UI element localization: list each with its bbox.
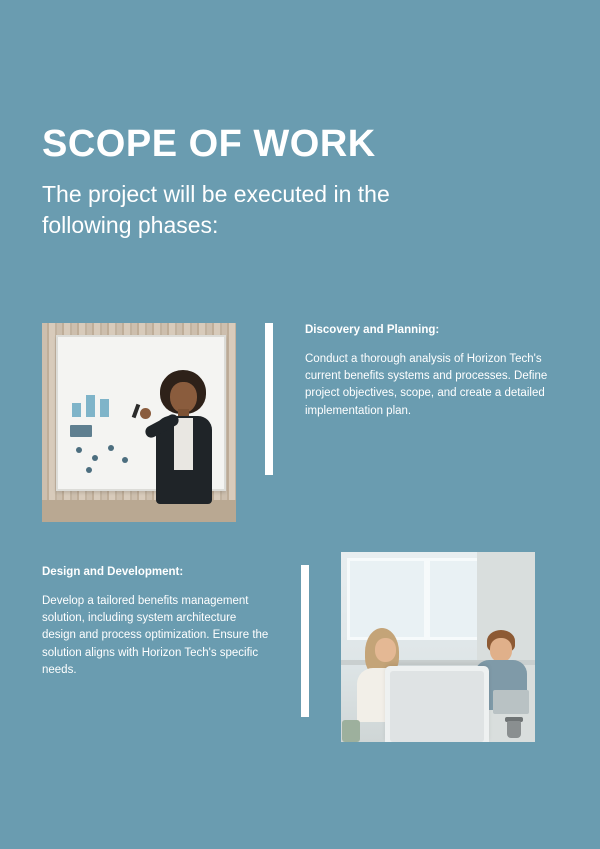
phase-1-heading: Discovery and Planning:: [305, 324, 440, 336]
whiteboard-presentation-image: [42, 323, 236, 522]
phase-2-body: Develop a tailored benefits management solution, including system architecture design and process optimization. Ensure the solution aligns with Horizon Tech's specific needs.: [42, 594, 269, 676]
office-collaboration-image: [341, 552, 535, 742]
sticky-note: [70, 425, 92, 437]
accent-rule: [265, 323, 273, 475]
shirt-shape: [174, 418, 193, 470]
hand-shape: [140, 408, 151, 419]
magnet-dot: [76, 447, 82, 453]
phase-2-text: [42, 552, 270, 679]
bar-chart-drawing: [72, 391, 112, 417]
page-title: SCOPE OF WORK: [42, 123, 376, 165]
accent-rule: [301, 565, 309, 717]
face-shape: [375, 638, 396, 662]
coffee-cup-shape: [507, 721, 521, 738]
magnet-dot: [108, 445, 114, 451]
face-shape: [490, 638, 512, 662]
magnet-dot: [122, 457, 128, 463]
page-header: [42, 125, 542, 241]
laptop-shape: [493, 690, 529, 714]
magnet-dot: [92, 455, 98, 461]
monitor-shape: [385, 666, 489, 742]
presenter-figure: [138, 364, 228, 504]
phase-1-text: [305, 323, 557, 420]
magnet-dot: [86, 467, 92, 473]
phase-1-body: Conduct a thorough analysis of Horizon Tech's current benefits systems and processes. Define project objectives, scope, and create a detailed implementation plan.: [305, 352, 548, 417]
phase-block-design-and-development: [42, 552, 562, 742]
phase-2-heading: Design and Development:: [42, 566, 184, 578]
plant-shape: [342, 720, 360, 742]
monitor-screen: [390, 671, 484, 742]
phase-block-discovery-and-planning: [42, 323, 562, 522]
page-subtitle: The project will be executed in the following phases:: [42, 180, 390, 238]
